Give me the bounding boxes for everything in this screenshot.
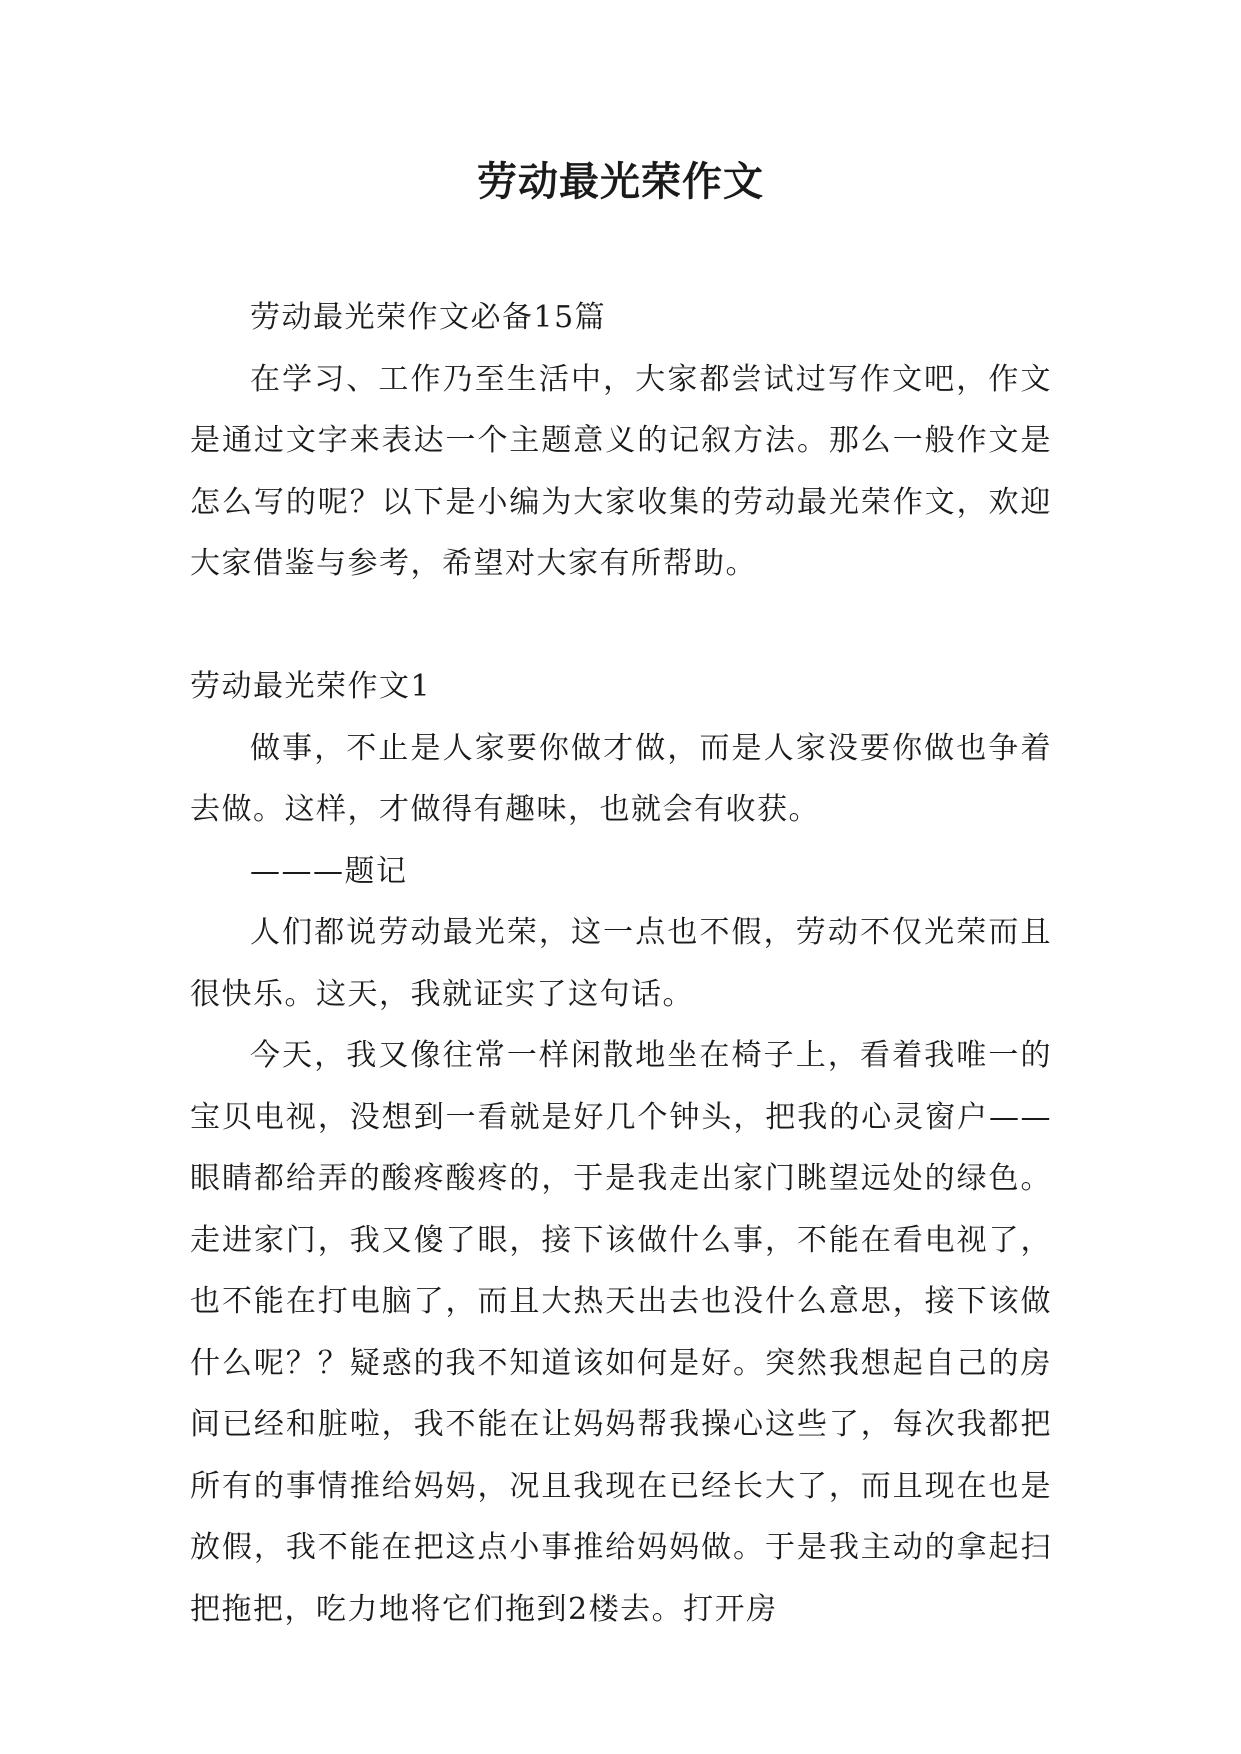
subtitle-paragraph: 劳动最光荣作文必备15篇 bbox=[250, 300, 607, 335]
section-paragraph: 今天，我又像往常一样闲散地坐在椅子上，看着我唯一的宝贝电视，没想到一看就是好几个钟头，把我的心灵窗户——眼睛都给弄的酸疼酸疼的，于是我走出家门眺望远处的绿色。走进家门，我又傻了眼，接下该做什么事，不能在看电视了，也不能在打电脑了，而且大热天出去也没什么意思，接下该做什么呢？？疑惑的我不知道该如何是好。突然我想起自己的房间已经和脏啦，我不能在让妈妈帮我操心这些了，每次我都把所有的事情推给妈妈，况且我现在已经长大了，而且现在也是放假，我不能在把这点小事推给妈妈做。于是我主动的拿起扫把拖把，吃力地将它们拖到2楼去。打开房 bbox=[190, 1038, 1052, 1627]
section-heading: 劳动最光荣作文1 bbox=[190, 669, 432, 704]
section-paragraph: 人们都说劳动最光荣，这一点也不假，劳动不仅光荣而且很快乐。这天，我就证实了这句话。 bbox=[190, 915, 1052, 1012]
epigraph-attribution: ———题记 bbox=[250, 853, 408, 889]
section-spacer bbox=[190, 595, 1052, 657]
section-paragraph: 做事，不止是人家要你做才做，而是人家没要你做也争着去做。这样，才做得有趣味，也就会有收获。 bbox=[190, 730, 1052, 827]
intro-paragraph: 在学习、工作乃至生活中，大家都尝试过写作文吧，作文是通过文字来表达一个主题意义的记叙方法。那么一般作文是怎么写的呢？以下是小编为大家收集的劳动最光荣作文，欢迎大家借鉴与参考，希望对大家有所帮助。 bbox=[190, 361, 1052, 581]
document-title: 劳动最光荣作文 bbox=[477, 158, 764, 205]
document-body bbox=[190, 287, 1052, 1640]
